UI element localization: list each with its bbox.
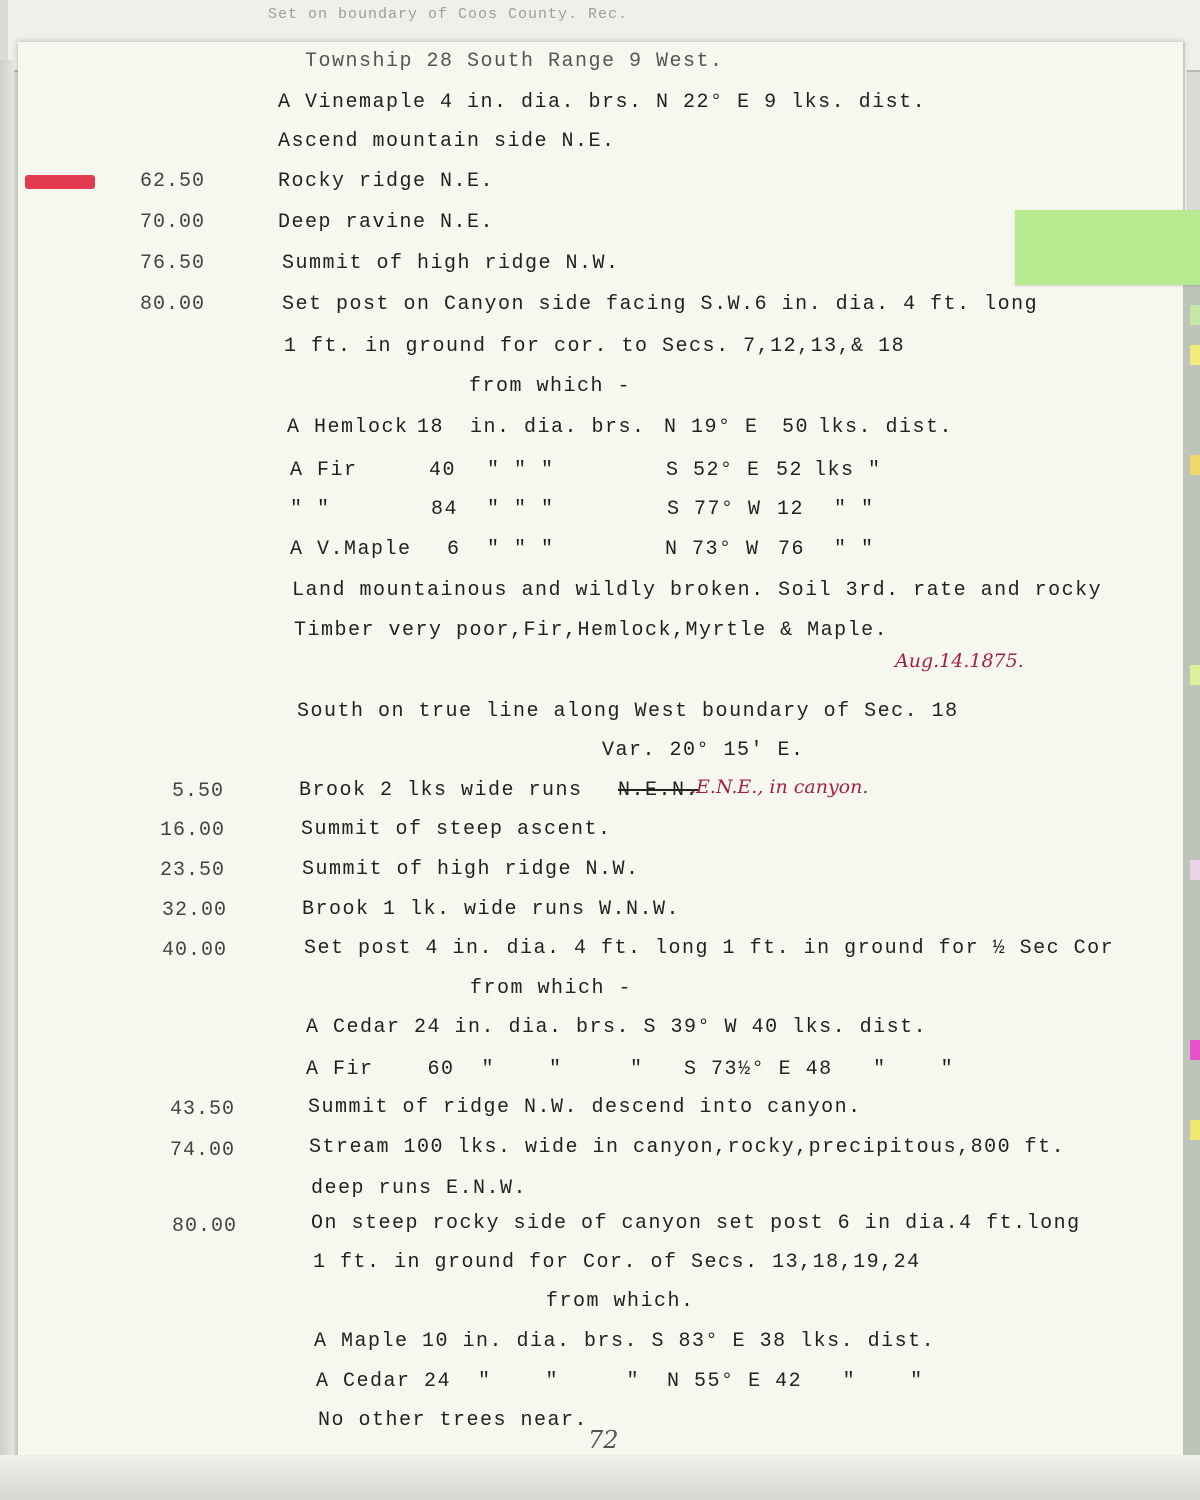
entry-text: deep runs E.N.W.	[311, 1177, 528, 1200]
page-left-edge	[0, 60, 14, 1500]
bearing-tree-unit: " "	[834, 498, 875, 521]
bearing-tree-unit: " " "	[487, 538, 555, 561]
entry-text: Ascend mountain side N.E.	[278, 130, 616, 153]
bearing-tree-bearing: N 73° W	[665, 538, 760, 561]
chain-distance: 5.50	[172, 780, 225, 803]
bearing-tree-unit: " " "	[487, 459, 555, 482]
entry-text: 1 ft. in ground for cor. to Secs. 7,12,13,& 18	[284, 335, 906, 358]
bearing-tree-unit: lks "	[814, 459, 882, 482]
bearing-tree-diameter: 18	[417, 416, 445, 439]
red-highlight-mark	[25, 175, 95, 189]
bearing-tree-unit: " " "	[487, 498, 555, 521]
chain-distance: 43.50	[170, 1098, 236, 1121]
handwritten-correction: .E.N.E., in canyon.	[690, 776, 869, 798]
entry-text: A Vinemaple 4 in. dia. brs. N 22° E 9 lks. dist.	[278, 91, 927, 114]
bearing-tree-species: A Fir	[290, 459, 358, 482]
chain-distance: 80.00	[140, 293, 206, 316]
entry-text: Summit of steep ascent.	[301, 818, 612, 841]
closing-note: No other trees near.	[318, 1409, 589, 1432]
bearing-tree-line: A Cedar 24 in. dia. brs. S 39° W 40 lks. dist.	[306, 1016, 928, 1039]
chain-distance: 74.00	[170, 1139, 236, 1162]
index-tab[interactable]	[1190, 860, 1200, 880]
entry-text: from which.	[546, 1290, 695, 1313]
page-bottom-shadow	[0, 1455, 1200, 1500]
bearing-tree-line: A Fir 60 " " " S 73½° E 48 " "	[306, 1058, 955, 1081]
summary-line: Timber very poor,Fir,Hemlock,Myrtle & Maple.	[294, 619, 889, 642]
bleed-through-text: Set on boundary of Coos County. Rec.	[268, 6, 629, 23]
index-tab[interactable]	[1190, 1120, 1200, 1140]
entry-text: Deep ravine N.E.	[278, 211, 495, 234]
bearing-tree-species: A V.Maple	[290, 538, 412, 561]
chain-distance: 23.50	[160, 859, 226, 882]
index-tab[interactable]	[1190, 455, 1200, 475]
chain-distance: 40.00	[162, 939, 228, 962]
variation: Var. 20° 15' E.	[602, 739, 805, 762]
entry-text: Rocky ridge N.E.	[278, 170, 495, 193]
entry-text: Brook 2 lks wide runs	[299, 779, 583, 802]
bearing-tree-distance: 52	[776, 459, 804, 482]
chain-distance: 32.00	[162, 899, 228, 922]
entry-text: Summit of high ridge N.W.	[302, 858, 640, 881]
index-tab[interactable]	[1190, 345, 1200, 365]
bearing-tree-distance: 12	[777, 498, 805, 521]
struck-text: N.E.N.	[618, 779, 700, 802]
page-header: Township 28 South Range 9 West.	[305, 50, 724, 73]
entry-text: 1 ft. in ground for Cor. of Secs. 13,18,19,24	[313, 1251, 921, 1274]
bearing-tree-diameter: 40	[429, 459, 457, 482]
bearing-tree-line: A Cedar 24 " " " N 55° E 42 " "	[316, 1370, 924, 1393]
entry-text: On steep rocky side of canyon set post 6 in dia.4 ft.long	[311, 1212, 1081, 1235]
bearing-tree-diameter: 84	[431, 498, 459, 521]
chain-distance: 80.00	[172, 1215, 238, 1238]
bearing-tree-species: " "	[290, 498, 331, 521]
entry-text: Summit of high ridge N.W.	[282, 252, 620, 275]
bearing-tree-unit: " "	[834, 538, 875, 561]
handwritten-date: Aug.14.1875.	[895, 650, 1024, 672]
chain-distance: 70.00	[140, 211, 206, 234]
entry-text: from which -	[470, 977, 633, 1000]
index-tab[interactable]	[1190, 1040, 1200, 1060]
chain-distance: 62.50	[140, 170, 206, 193]
bearing-tree-distance: 50	[782, 416, 810, 439]
index-tab[interactable]	[1190, 665, 1200, 685]
entry-text: Summit of ridge N.W. descend into canyon.	[308, 1096, 862, 1119]
line-heading: South on true line along West boundary of Sec. 18	[297, 700, 959, 723]
bearing-tree-bearing: N 19° E	[664, 416, 759, 439]
bearing-tree-unit: in. dia. brs.	[470, 416, 646, 439]
entry-text: Set post 4 in. dia. 4 ft. long 1 ft. in ground for ½ Sec Cor	[304, 937, 1115, 960]
bearing-tree-diameter: 6	[447, 538, 461, 561]
entry-text: from which -	[469, 375, 632, 398]
summary-line: Land mountainous and wildly broken. Soil 3rd. rate and rocky	[292, 579, 1103, 602]
bearing-tree-bearing: S 52° E	[666, 459, 761, 482]
chain-distance: 16.00	[160, 819, 226, 842]
bearing-tree-line: A Maple 10 in. dia. brs. S 83° E 38 lks. dist.	[314, 1330, 936, 1353]
bearing-tree-distance: 76	[778, 538, 806, 561]
page-number: 72	[588, 1426, 619, 1454]
sticky-note[interactable]	[1015, 210, 1200, 285]
bearing-tree-bearing: S 77° W	[667, 498, 762, 521]
entry-text: Set post on Canyon side facing S.W.6 in. dia. 4 ft. long	[282, 293, 1039, 316]
bearing-tree-species: A Hemlock	[287, 416, 409, 439]
bearing-tree-unit: lks. dist.	[818, 416, 954, 439]
entry-text: Brook 1 lk. wide runs W.N.W.	[302, 898, 681, 921]
entry-text: Stream 100 lks. wide in canyon,rocky,precipitous,800 ft.	[309, 1136, 1066, 1159]
chain-distance: 76.50	[140, 252, 206, 275]
index-tab[interactable]	[1190, 305, 1200, 325]
